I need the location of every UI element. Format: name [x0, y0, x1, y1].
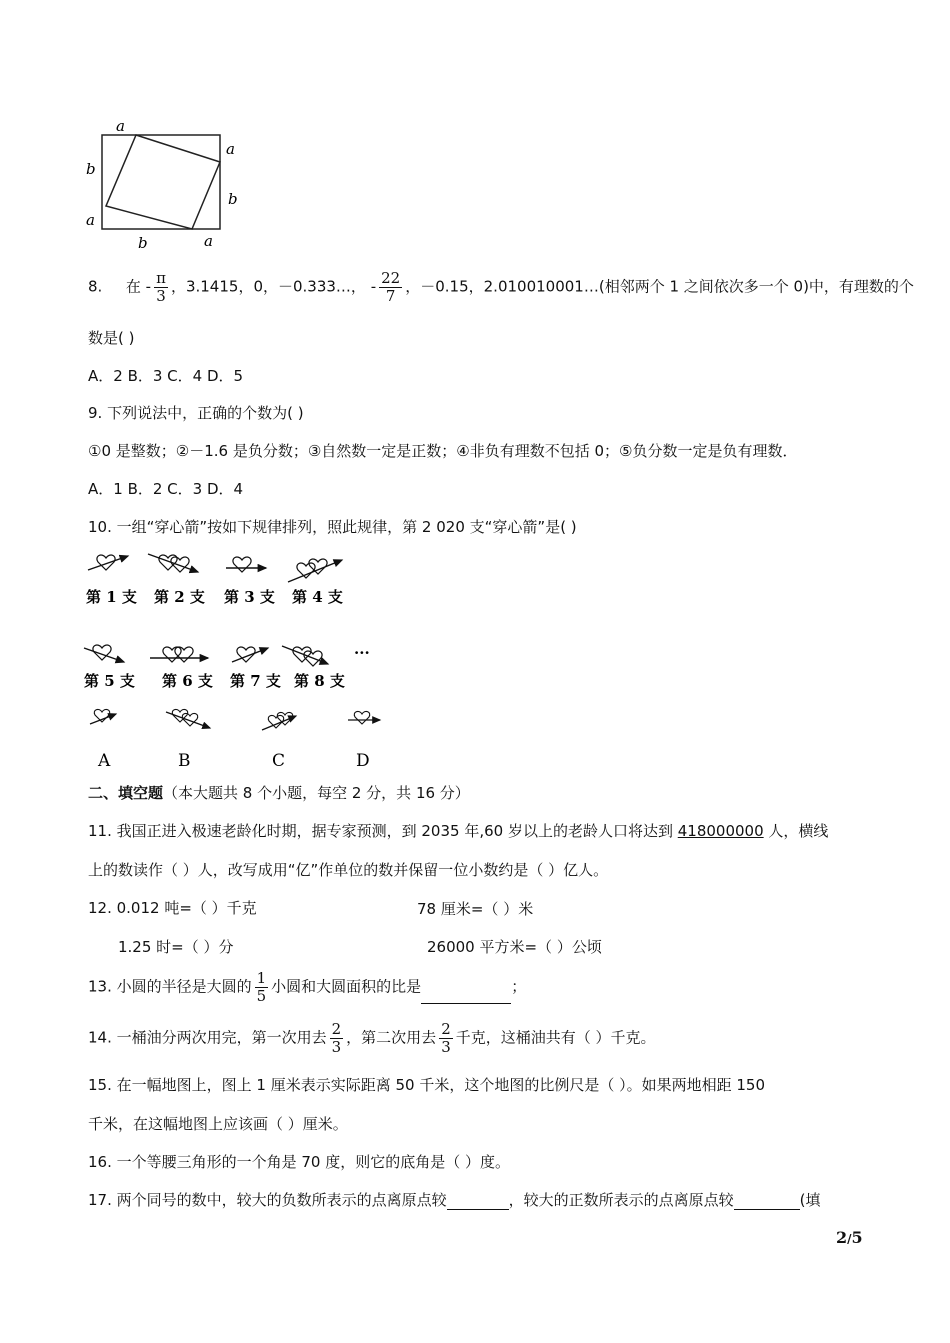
- question-10: 10. 一组“穿心箭”按如下规律排列，照此规律，第 2 020 支“穿心箭”是( ): [88, 518, 577, 536]
- choice-b-label: B: [178, 751, 191, 771]
- inner-square: [106, 135, 220, 229]
- q12-b: 78 厘米=（ ）米: [417, 900, 534, 918]
- q11-underlined-number: 418000000: [677, 822, 764, 840]
- label-a-left: a: [86, 211, 95, 229]
- arrow-1: [88, 555, 128, 570]
- label-a-right-top: a: [226, 140, 235, 158]
- q13-end: ；: [511, 977, 527, 996]
- q15-line2: 千米，在这幅地图上应该画（ ）厘米。: [88, 1115, 348, 1133]
- choice-a-label: A: [98, 751, 111, 771]
- arrow-8: [282, 646, 328, 666]
- label-b-left: b: [86, 160, 96, 178]
- fraction-pi-over-3: $\frac{\pi}{3}$: [156, 269, 166, 305]
- question-11: [88, 821, 828, 841]
- choice-d-arrow: [348, 711, 380, 724]
- q11-line2: 上的数读作（ ）人，改写成用“亿”作单位的数并保留一位小数约是（ ）亿人。: [88, 861, 609, 879]
- question-17: [88, 1190, 821, 1210]
- arrow-5: [84, 645, 124, 662]
- question-14: [88, 1021, 656, 1055]
- arrow-3: [226, 557, 266, 572]
- choice-a-arrow: [90, 709, 116, 724]
- section-2-title: 二、填空题: [88, 784, 164, 802]
- arrow-label-6: 第 6 支: [162, 672, 213, 690]
- q12-c: 1.25 时=（ ）分: [118, 938, 234, 956]
- fraction-1-over-5: $\frac{1}{5}$: [256, 969, 267, 1005]
- question-15: 15. 在一幅地图上，图上 1 厘米表示实际距离 50 千米，这个地图的比例尺是（ ）。如果两地相距 150: [88, 1076, 765, 1094]
- page-current: 2: [836, 1228, 848, 1247]
- outer-square: [102, 135, 220, 229]
- q8-lead: 在: [125, 277, 141, 296]
- arrow-label-7: 第 7 支: [230, 672, 281, 690]
- label-b-right: b: [228, 190, 238, 208]
- label-a-top: a: [116, 118, 125, 135]
- q17-text-b: ，较大的正数所表示的点离原点较: [508, 1191, 734, 1209]
- q13-text-b: 小圆和大圆面积的比是: [271, 977, 422, 996]
- page-number: [836, 1228, 863, 1247]
- arrow-label-3: 第 3 支: [224, 588, 275, 606]
- arrow-2: [148, 554, 198, 572]
- q8-options: A．2 B．3 C．4 D．5: [88, 367, 244, 385]
- square-figure: [80, 118, 250, 253]
- arrow-label-8: 第 8 支: [294, 672, 345, 690]
- q8-neg2: -: [370, 277, 377, 296]
- q11-text-a: 11. 我国正进入极速老龄化时期，据专家预测，到 2035 年,60 岁以上的老龄人口将达到: [88, 822, 678, 840]
- q9-statements: ①0 是整数；②－1.6 是负分数；③自然数一定是正数；④非负有理数不包括 0；⑤负分数一定是负有理数．: [88, 442, 798, 460]
- q14-text-b: ，第二次用去: [346, 1028, 437, 1047]
- q12-d: 26000 平方米=（ ）公顷: [427, 938, 602, 956]
- ellipsis: ···: [354, 644, 370, 662]
- label-a-bottom: a: [204, 232, 213, 250]
- fraction-2-over-3-b: $\frac{2}{3}$: [441, 1020, 451, 1056]
- question-9: 9. 下列说法中，正确的个数为( ): [88, 404, 304, 422]
- arrow-4: [288, 559, 342, 582]
- q9-options: A．1 B．2 C．3 D．4: [88, 480, 244, 498]
- section-2-note: （本大题共 8 个小题，每空 2 分，共 16 分）: [163, 784, 470, 802]
- q14-text-c: 千克，这桶油共有（ ）千克。: [455, 1028, 656, 1047]
- q11-text-b: 人，横线: [763, 822, 829, 840]
- q13-text-a: 13. 小圆的半径是大圆的: [88, 977, 252, 996]
- q12-a: 12. 0.012 吨=（ ）千克: [88, 899, 257, 917]
- arrow-label-5: 第 5 支: [84, 672, 135, 690]
- arrow-7: [232, 647, 268, 662]
- question-13: [88, 970, 526, 1004]
- page-total: 5: [851, 1228, 863, 1247]
- choice-b-arrow: [166, 709, 210, 728]
- choice-c-arrow: [262, 712, 296, 730]
- arrow-label-2: 第 2 支: [154, 588, 205, 606]
- page-sep: /: [847, 1232, 852, 1246]
- arrow-label-4: 第 4 支: [292, 588, 343, 606]
- q17-blank-1[interactable]: [447, 1193, 509, 1210]
- label-b-bottom: b: [138, 234, 148, 252]
- fraction-22-over-7: $\frac{22}{7}$: [381, 269, 401, 305]
- q8-neg: -: [145, 277, 152, 296]
- choice-c-label: C: [272, 751, 286, 771]
- question-16: 16. 一个等腰三角形的一个角是 70 度，则它的底角是（ ）度。: [88, 1153, 511, 1171]
- q17-blank-2[interactable]: [734, 1193, 800, 1210]
- choice-d-label: D: [356, 751, 370, 771]
- q17-text-c: (填: [799, 1191, 821, 1209]
- q8-items-a: ，3.1415，0，－0.333…，: [170, 277, 366, 296]
- q13-blank[interactable]: [421, 987, 511, 1004]
- arrow-6: [150, 647, 208, 662]
- arrow-label-1: 第 1 支: [86, 588, 137, 606]
- q8-items-b: ，－0.15，2.010010001…(相邻两个 1 之间依次多一个 0)中，有理数的个: [405, 277, 914, 296]
- q8-continuation: 数是( ): [88, 329, 135, 347]
- q8-number: 8.: [88, 277, 103, 296]
- q14-text-a: 14. 一桶油分两次用完，第一次用去: [88, 1028, 327, 1047]
- arrows-figure: [80, 548, 400, 773]
- section-2-header: [88, 783, 470, 803]
- q17-text-a: 17. 两个同号的数中，较大的负数所表示的点离原点较: [88, 1191, 447, 1209]
- question-8: [88, 270, 914, 304]
- fraction-2-over-3-a: $\frac{2}{3}$: [331, 1020, 342, 1056]
